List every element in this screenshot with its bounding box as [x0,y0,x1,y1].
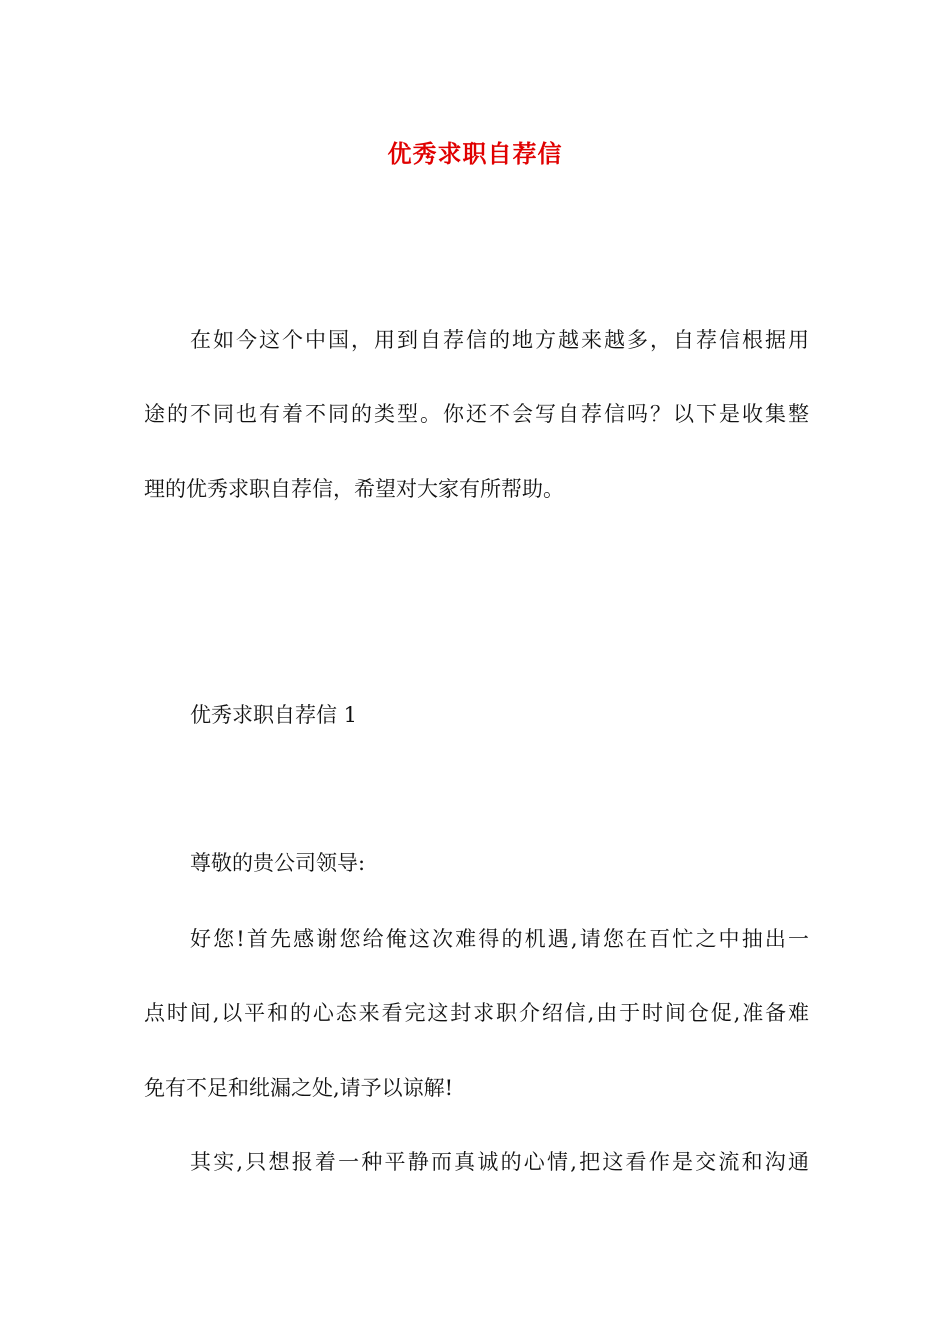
paragraph1-line-1: 好您!首先感谢您给俺这次难得的机遇,请您在百忙之中抽出一 [190,927,809,951]
paragraph1-line-2: 点时间,以平和的心态来看完这封求职介绍信,由于时间仓促,准备难 [144,1001,809,1025]
section-heading: 优秀求职自荐信 1 [190,703,358,727]
salutation: 尊敬的贵公司领导: [190,851,366,875]
intro-line-3: 理的优秀求职自荐信，希望对大家有所帮助。 [144,477,564,501]
document-title: 优秀求职自荐信 [387,139,563,168]
intro-line-1: 在如今这个中国，用到自荐信的地方越来越多，自荐信根据用 [190,328,809,352]
paragraph1-line-3: 免有不足和纰漏之处,请予以谅解! [144,1076,454,1100]
intro-line-2: 途的不同也有着不同的类型。你还不会写自荐信吗？以下是收集整 [144,402,809,426]
paragraph2-line-1: 其实,只想报着一种平静而真诚的心情,把这看作是交流和沟通 [190,1150,809,1174]
